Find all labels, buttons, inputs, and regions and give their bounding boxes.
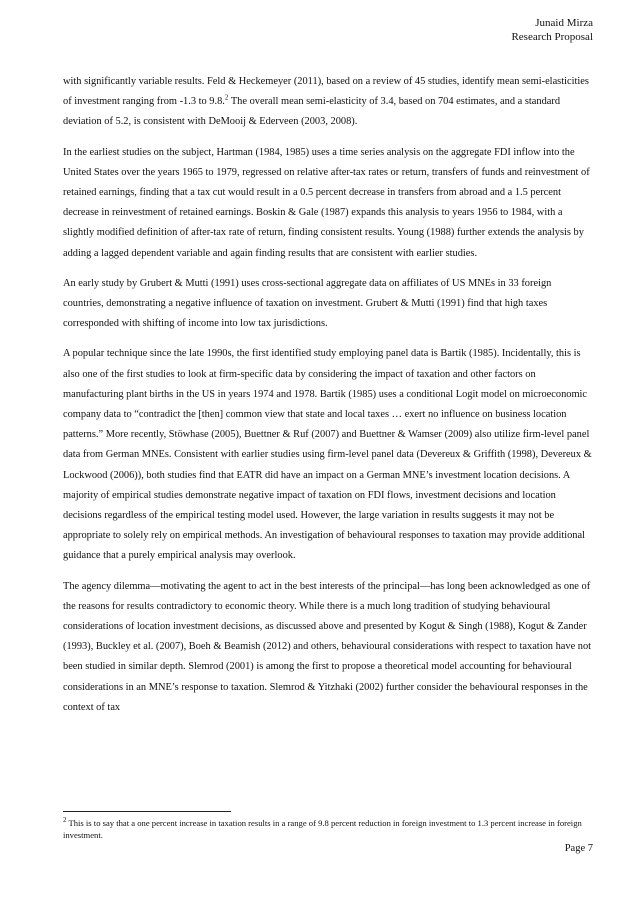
header-author: Junaid Mirza	[535, 17, 593, 29]
page-number: Page 7	[564, 843, 593, 854]
header-doc-type: Research Proposal	[511, 31, 593, 43]
footnote-text: This is to say that a one percent increase in taxation results in a range of 9.8 percent reduction in foreign investment to 1.3 percent increase in foreign investment.	[63, 818, 582, 840]
paragraph-1-text: with significantly variable results. Feld & Heckemeyer (2011), based on a review of 45 studies, identify mean semi-elasticities of investment ranging from -1.3 to 9.8.	[63, 76, 589, 108]
paragraph-1-text-cont: The overall mean semi-elasticity of 3.4, based on 704 estimates, and a standard deviation of 5.2, is consistent with DeMooij & Ederveen (2003, 2008).	[63, 96, 561, 128]
footnote-marker: 2	[63, 816, 67, 825]
paragraph-3: An early study by Grubert & Mutti (1991) uses cross-sectional aggregate data on affiliates of US MNEs in 33 foreign countries, demonstrating a negative influence of taxation on investment. Grubert & Mutti (1991) find that high taxes corresponded with shifting of income into low tax jurisdictions.	[63, 277, 552, 330]
footnote-separator	[63, 811, 231, 812]
paragraph-5: The agency dilemma—motivating the agent to act in the best interests of the principal—has long been acknowledged as one of the reasons for results contradictory to economic theory. While there is a much long tradition of studying behavioural considerations of location investment decisions, as discussed above and presented by Kogut & Singh (1988), Kogut & Zander (1993), Buckley et al. (2007), Boeh & Beamish (2012) and others, behavioural considerations with respect to taxation have not been studied in similar depth. Slemrod (2001) is among the first to propose a theoretical model accounting for behavioural considerations in an MNE’s response to taxation. Slemrod & Yitzhaki (2002) further consider the behavioural responses in the context of tax	[63, 580, 592, 713]
paragraph-2: In the earliest studies on the subject, Hartman (1984, 1985) uses a time series analysis on the aggregate FDI inflow into the United States over the years 1965 to 1979, regressed on relative after-tax rates or return, transfers of funds and reinvestment of retained earnings, finding that a tax cut would result in a 0.5 percent decrease in transfers from abroad and a 1.5 percent decrease in reinvestment of retained earnings. Boskin & Gale (1987) expands this analysis to years 1956 to 1984, with a slightly modified definition of after-tax rate of return, finding consistent results. Young (1988) further extends the analysis by adding a lagged dependent variable and again finding results that are consistent with earlier studies.	[63, 146, 590, 259]
running-header	[511, 16, 593, 44]
footnote	[63, 817, 593, 841]
footnote-reference: 2	[224, 93, 229, 102]
body-text	[63, 72, 593, 728]
paragraph-4: A popular technique since the late 1990s, the first identified study employing panel data is Bartik (1985). Incidentally, this is also one of the first studies to look at firm-specific data by considering the impact of taxation and other factors on manufacturing plant births in the US in years 1974 and 1978. Bartik (1985) uses a conditional Logit model on microeconomic company data to “contradict the [then] common view that state and local taxes … exert no influence on business location patterns.” More recently, Stöwhase (2005), Buettner & Ruf (2007) and Buettner & Wamser (2009) also utilize firm-level panel data from German MNEs. Consistent with earlier studies using firm-level panel data (Devereux & Griffith (1998), Devereux & Lockwood (2006)), both studies find that EATR did have an impact on a German MNE’s investment location decisions. A majority of empirical studies demonstrate negative impact of taxation on FDI flows, investment decisions and location decisions regardless of the empirical testing model used. However, the large variation in results suggests it may not be appropriate to solely rely on empirical methods. An investigation of behavioural responses to taxation may provide additional guidance that a purely empirical analysis may overlook.	[63, 348, 592, 562]
paragraph-1	[63, 72, 593, 133]
